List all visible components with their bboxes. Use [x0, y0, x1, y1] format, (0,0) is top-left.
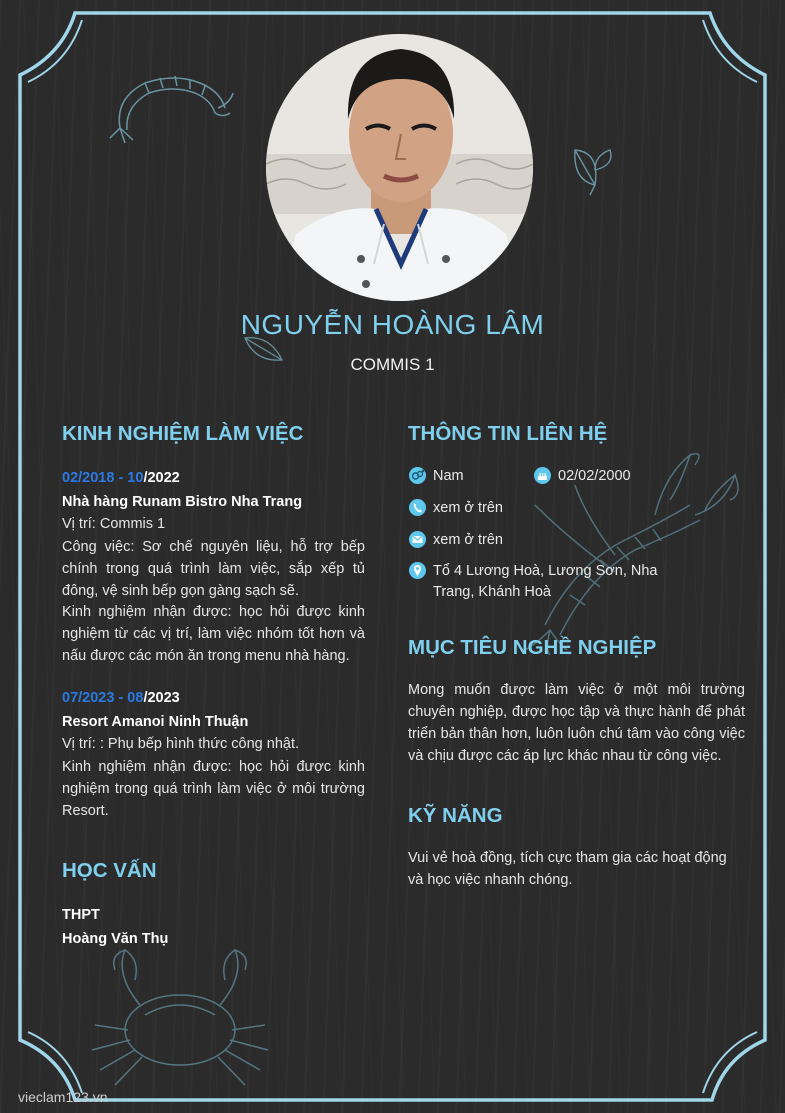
- leaf-illustration: [565, 140, 625, 200]
- profile-photo: [266, 34, 533, 301]
- birthday-icon: [534, 467, 551, 484]
- email-value[interactable]: xem ở trên: [433, 532, 503, 548]
- experience-title: KINH NGHIỆM LÀM VIỆC: [62, 422, 304, 445]
- location-icon: [409, 562, 426, 579]
- phone-icon: [409, 499, 426, 516]
- education-level: THPT: [62, 907, 100, 923]
- job-2-period-start: 07/2023 - 08: [62, 690, 144, 706]
- education-school: Hoàng Văn Thụ: [62, 931, 169, 947]
- job-1-period-end: /2022: [143, 470, 180, 486]
- job-1-company: Nhà hàng Runam Bistro Nha Trang: [62, 494, 303, 510]
- job-1-period: [62, 470, 180, 486]
- job-2-learned: Kinh nghiệm nhận được: học hỏi được kinh nghiệm trong quá trình làm việc ở môi trường Resort.: [62, 759, 365, 819]
- address-value: Tổ 4 Lương Hoà, Lương Sơn, Nha Trang, Khánh Hoà: [433, 563, 658, 600]
- job-2-period-end: /2023: [143, 690, 180, 706]
- avatar: [266, 34, 533, 301]
- objective-text: Mong muốn được làm việc ở một môi trường chuyên nghiệp, được học tập và thực hành để phát triển bản thân hơn, luôn luôn chú tâm vào công việc và chịu được các áp lực khác nhau từ công việc.: [408, 682, 745, 764]
- job-1-period-start: 02/2018 - 10: [62, 470, 144, 486]
- job-1-learned: Kinh nghiệm nhận được: học hỏi được kinh nghiệm từ các vị trí, làm việc nhóm tốt hơn và nấu được các món ăn trong menu nhà hàng.: [62, 604, 365, 664]
- job-2-company: Resort Amanoi Ninh Thuận: [62, 714, 249, 730]
- email-icon: [409, 531, 426, 548]
- skills-text: Vui vẻ hoà đồng, tích cực tham gia các hoạt động và học việc nhanh chóng.: [408, 850, 727, 888]
- job-2-role: Vị trí: : Phụ bếp hình thức công nhật.: [62, 736, 300, 752]
- job-1-role: Vị trí: Commis 1: [62, 516, 166, 532]
- site-watermark: vieclam123.vn: [18, 1089, 108, 1105]
- candidate-position: COMMIS 1: [350, 355, 435, 374]
- contact-title: THÔNG TIN LIÊN HỆ: [408, 422, 608, 445]
- gender-icon: [409, 467, 426, 484]
- skills-title: KỸ NĂNG: [408, 804, 503, 827]
- birthday-value: 02/02/2000: [558, 468, 631, 484]
- phone-value[interactable]: xem ở trên: [433, 500, 503, 516]
- job-2-period: [62, 690, 180, 706]
- job-1-duties: Công việc: Sơ chế nguyên liệu, hỗ trợ bếp chính trong quá trình làm việc, sắp xếp tủ đông, vệ sinh bếp gọn gàng sạch sẽ.: [62, 539, 365, 599]
- crab-illustration: [80, 935, 280, 1095]
- objective-title: MỤC TIÊU NGHỀ NGHIỆP: [408, 636, 657, 659]
- shrimp-illustration: [105, 58, 235, 148]
- candidate-name: NGUYỄN HOÀNG LÂM: [240, 309, 545, 340]
- education-title: HỌC VẤN: [62, 859, 157, 882]
- gender-value: Nam: [433, 468, 464, 484]
